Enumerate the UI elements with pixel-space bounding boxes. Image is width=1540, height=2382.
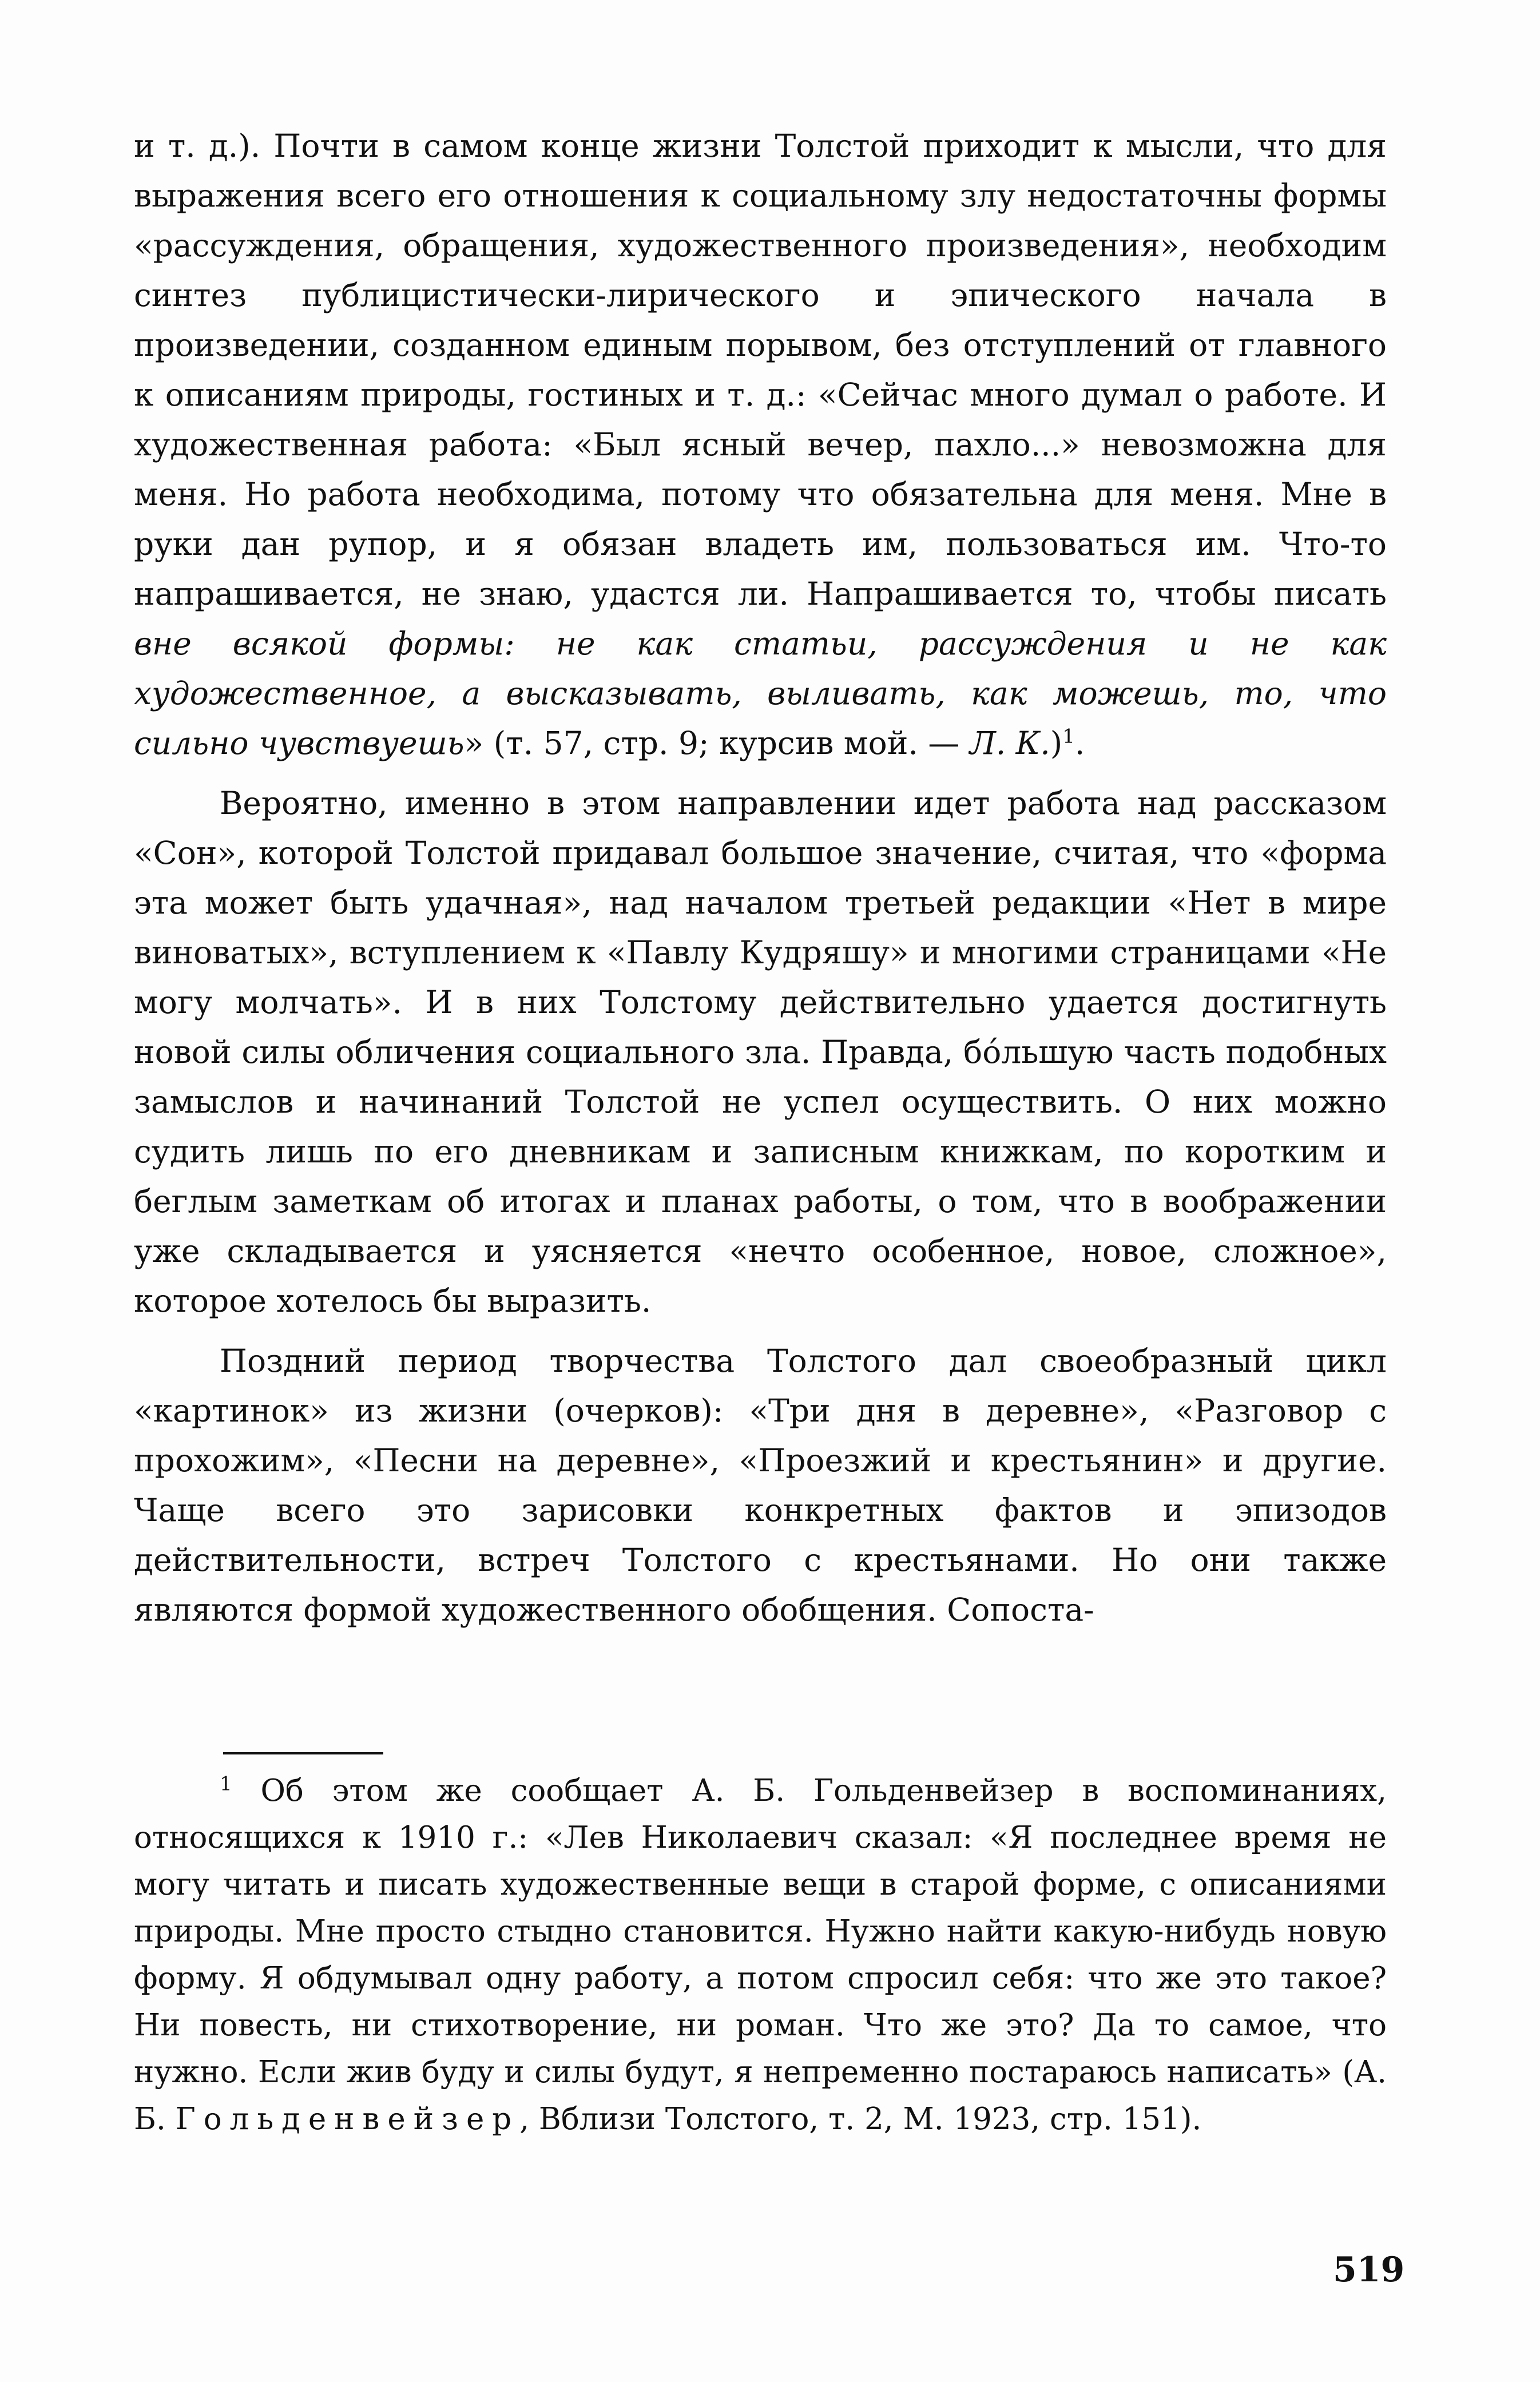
italic-quote: вне всякой формы: не как статьи, рассуждения и не как художественное, а высказывать, выливать, как можешь, то, что сильно чувствуешь: [134, 625, 1387, 761]
footnote: [134, 1768, 1387, 2143]
footnote-number: 1: [220, 1772, 232, 1796]
page-number: 519: [1333, 2250, 1405, 2290]
footnote-spaced-name: Гольденвейзер: [175, 2102, 520, 2137]
paragraph-1-text: и т. д.). Почти в самом конце жизни Толстой приходит к мысли, что для выражения всего его отношения к социальному злу недостаточны формы «рассуждения, обращения, художественного произведения», необходим синтез публицистически-лирического и эпического начала в произведении, созданном единым порывом, без отступлений от главного к описаниям природы, гостиных и т. д.: «Сейчас много думал о работе. И художественная работа: «Был ясный вечер, пахло...» невозможна для меня. Но работа необходима, потому что обязательна для меня. Мне в руки дан рупор, и я обязан владеть им, пользоваться им. Что-то напрашивается, не знаю, удастся ли. Напрашивается то, чтобы писать: [134, 128, 1387, 612]
author-initials: Л. К.: [969, 725, 1050, 761]
paragraph-1-close: ): [1050, 725, 1063, 761]
paragraph-1: [134, 121, 1387, 768]
paragraph-3: Поздний период творчества Толстого дал своеобразный цикл «картинок» из жизни (очерков): «Три дня в деревне», «Разговор с прохожим», «Песни на деревне», «Проезжий и крестьянин» и другие. Чаще всего это зарисовки конкретных фактов и эпизодов действительности, встреч Толстого с крестьянами. Но они также являются формой художественного обобщения. Сопоста-: [134, 1343, 1387, 1628]
footnote-marker: 1: [1062, 725, 1075, 748]
paragraph-1-citation: » (т. 57, стр. 9; курсив мой. —: [464, 725, 970, 761]
main-text: [134, 121, 1387, 1645]
paragraph-2: Вероятно, именно в этом направлении идет работа над рассказом «Сон», которой Толстой придавал большое значение, считая, что «форма эта может быть удачная», над началом третьей редакции «Нет в мире виноватых», вступлением к «Павлу Кудряшу» и многими страницами «Не могу молчать». И в них Толстому действительно удается достигнуть новой силы обличения социального зла. Правда, бо́льшую часть подобных замыслов и начинаний Толстой не успел осуществить. О них можно судить лишь по его дневникам и записным книжкам, по коротким и беглым заметкам об итогах и планах работы, о том, что в воображении уже складывается и уясняется «нечто особенное, новое, сложное», которое хотелось бы выразить.: [134, 785, 1387, 1319]
footnote-text: Об этом же сообщает А. Б. Гольденвейзер в воспоминаниях, относящихся к 1910 г.: «Лев Николаевич сказал: «Я последнее время не могу читать и писать художественные вещи в старой форме, с описаниями природы. Мне просто стыдно становится. Нужно найти какую-нибудь новую форму. Я обдумывал одну работу, а потом спросил себя: что же это такое? Ни повесть, ни стихотворение, ни роман. Что же это? Да то самое, что нужно. Если жив буду и силы будут, я непременно постараюсь написать» (А. Б.: [134, 1773, 1387, 2137]
paragraph-1-dot: .: [1074, 725, 1085, 761]
footnote-text-end: , Вблизи Толстого, т. 2, М. 1923, стр. 151).: [519, 2102, 1202, 2137]
footnote-divider: [223, 1752, 383, 1754]
